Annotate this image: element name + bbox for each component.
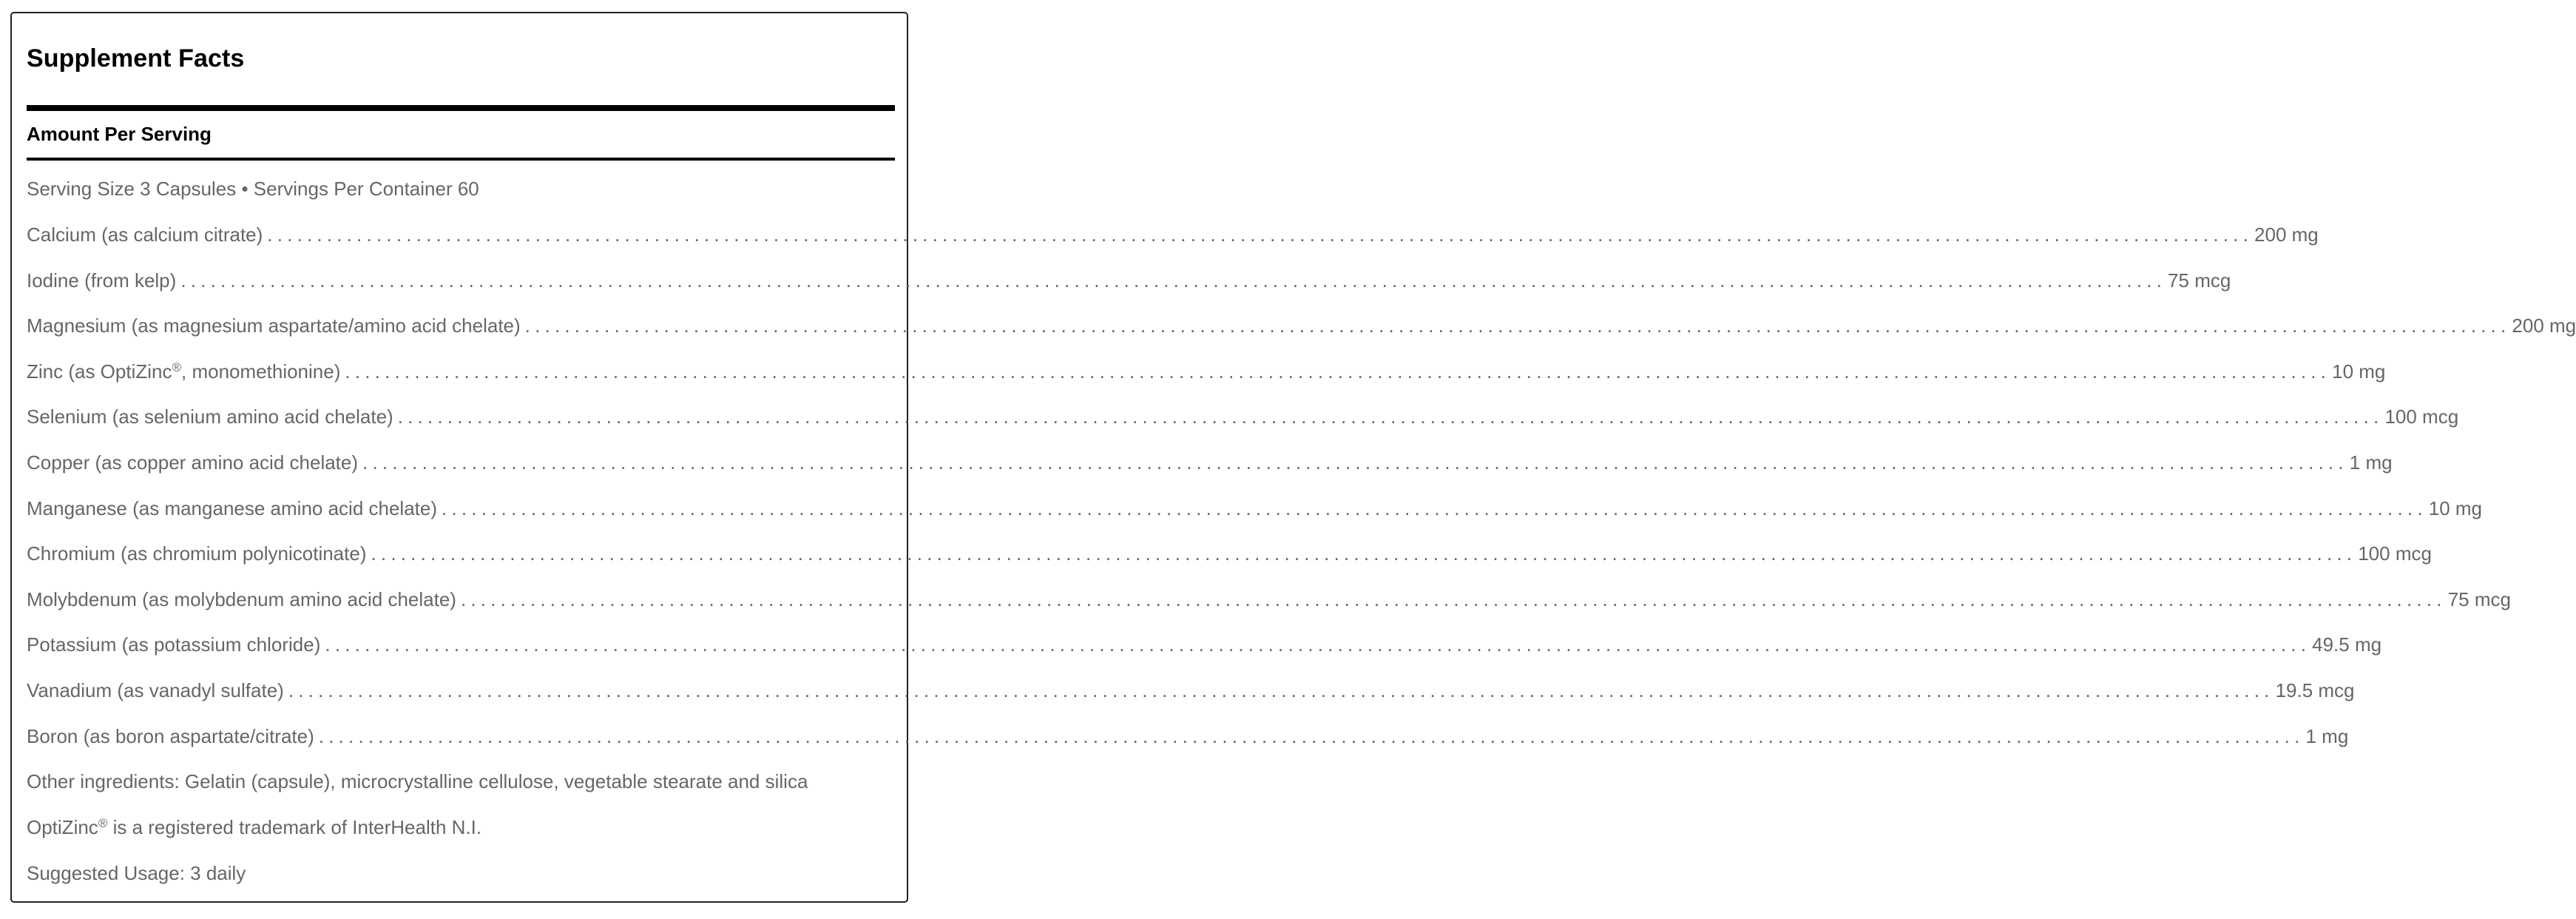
ingredient-row [27, 223, 2319, 269]
ingredient-amount: 1 mg [2349, 451, 2393, 474]
thin-divider [27, 158, 895, 161]
other-ingredients: Other ingredients: Gelatin (capsule), microcrystalline cellulose, vegetable stearate and silica [27, 770, 808, 792]
trademark-note [27, 816, 895, 838]
ingredient-row [27, 451, 2393, 497]
ingredient-row [27, 588, 2511, 634]
ingredient-amount: 1 mg [2305, 724, 2349, 747]
amount-per-serving-heading: Amount Per Serving [27, 123, 212, 145]
ingredient-amount: 200 mg [2254, 223, 2319, 246]
dot-leader: ........................................................................................................................................................................................................ [442, 496, 2427, 519]
ingredient-name: Chromium (as chromium polynicotinate) [27, 542, 367, 565]
ingredient-name-part: , monomethionine) [181, 360, 341, 383]
ingredient-name: Vanadium (as vanadyl sulfate) [27, 679, 284, 701]
ingredient-amount: 200 mg [2512, 314, 2576, 337]
ingredient-amount: 49.5 mg [2312, 633, 2382, 656]
registered-mark: ® [172, 360, 182, 374]
dot-leader: ........................................................................................................................................................................................................ [318, 724, 2305, 747]
ingredient-row [27, 633, 2382, 679]
dot-leader: ........................................................................................................................................................................................................ [371, 542, 2357, 565]
ingredient-amount: 19.5 mcg [2275, 679, 2355, 701]
thick-divider [27, 105, 895, 111]
ingredient-name: Selenium (as selenium amino acid chelate) [27, 405, 393, 428]
dot-leader: ........................................................................................................................................................................................................ [267, 223, 2254, 246]
dot-leader: ........................................................................................................................................................................................................ [325, 633, 2311, 656]
trademark-text: is a registered trademark of InterHealth N.I. [107, 816, 482, 838]
ingredient-row [27, 542, 2432, 588]
ingredient-amount: 75 mcg [2447, 588, 2511, 610]
ingredient-row [27, 269, 2231, 315]
panel-title: Supplement Facts [27, 44, 245, 73]
ingredient-name: Iodine (from kelp) [27, 269, 177, 292]
suggested-usage: Suggested Usage: 3 daily [27, 862, 246, 884]
ingredient-amount: 75 mcg [2168, 269, 2231, 292]
ingredient-row [27, 496, 2483, 543]
ingredient-name: Copper (as copper amino acid chelate) [27, 451, 359, 474]
dot-leader: ........................................................................................................................................................................................................ [524, 314, 2511, 337]
ingredient-amount: 10 mg [2332, 360, 2386, 383]
dot-leader: ........................................................................................................................................................................................................ [180, 269, 2167, 292]
ingredient-row [27, 405, 2459, 451]
dot-leader: ........................................................................................................................................................................................................ [345, 360, 2331, 383]
ingredient-amount: 100 mcg [2358, 542, 2432, 565]
ingredient-name: Calcium (as calcium citrate) [27, 223, 263, 246]
ingredient-name: Potassium (as potassium chloride) [27, 633, 321, 656]
ingredient-name: Manganese (as manganese amino acid chelate) [27, 496, 438, 519]
ingredient-amount: 100 mcg [2384, 405, 2459, 428]
registered-mark: ® [98, 816, 108, 830]
serving-info: Serving Size 3 Capsules • Servings Per Container 60 [27, 178, 479, 200]
ingredient-name: Molybdenum (as molybdenum amino acid chelate) [27, 588, 456, 610]
dot-leader: ........................................................................................................................................................................................................ [288, 679, 2274, 701]
ingredient-name: Boron (as boron aspartate/citrate) [27, 724, 314, 747]
dot-leader: ........................................................................................................................................................................................................ [362, 451, 2348, 474]
ingredient-row [27, 724, 2349, 771]
ingredient-row [27, 679, 2355, 725]
ingredient-list [27, 223, 2576, 770]
ingredient-row [27, 360, 2386, 406]
ingredient-name [27, 360, 340, 383]
dot-leader: ........................................................................................................................................................................................................ [460, 588, 2447, 610]
ingredient-row [27, 314, 2576, 360]
ingredient-name-part: Zinc (as OptiZinc [27, 360, 172, 383]
ingredient-amount: 10 mg [2428, 496, 2483, 519]
supplement-facts-panel [10, 12, 2576, 903]
trademark-brand: OptiZinc [27, 816, 98, 838]
ingredient-name: Magnesium (as magnesium aspartate/amino acid chelate) [27, 314, 521, 337]
dot-leader: ........................................................................................................................................................................................................ [397, 405, 2384, 428]
